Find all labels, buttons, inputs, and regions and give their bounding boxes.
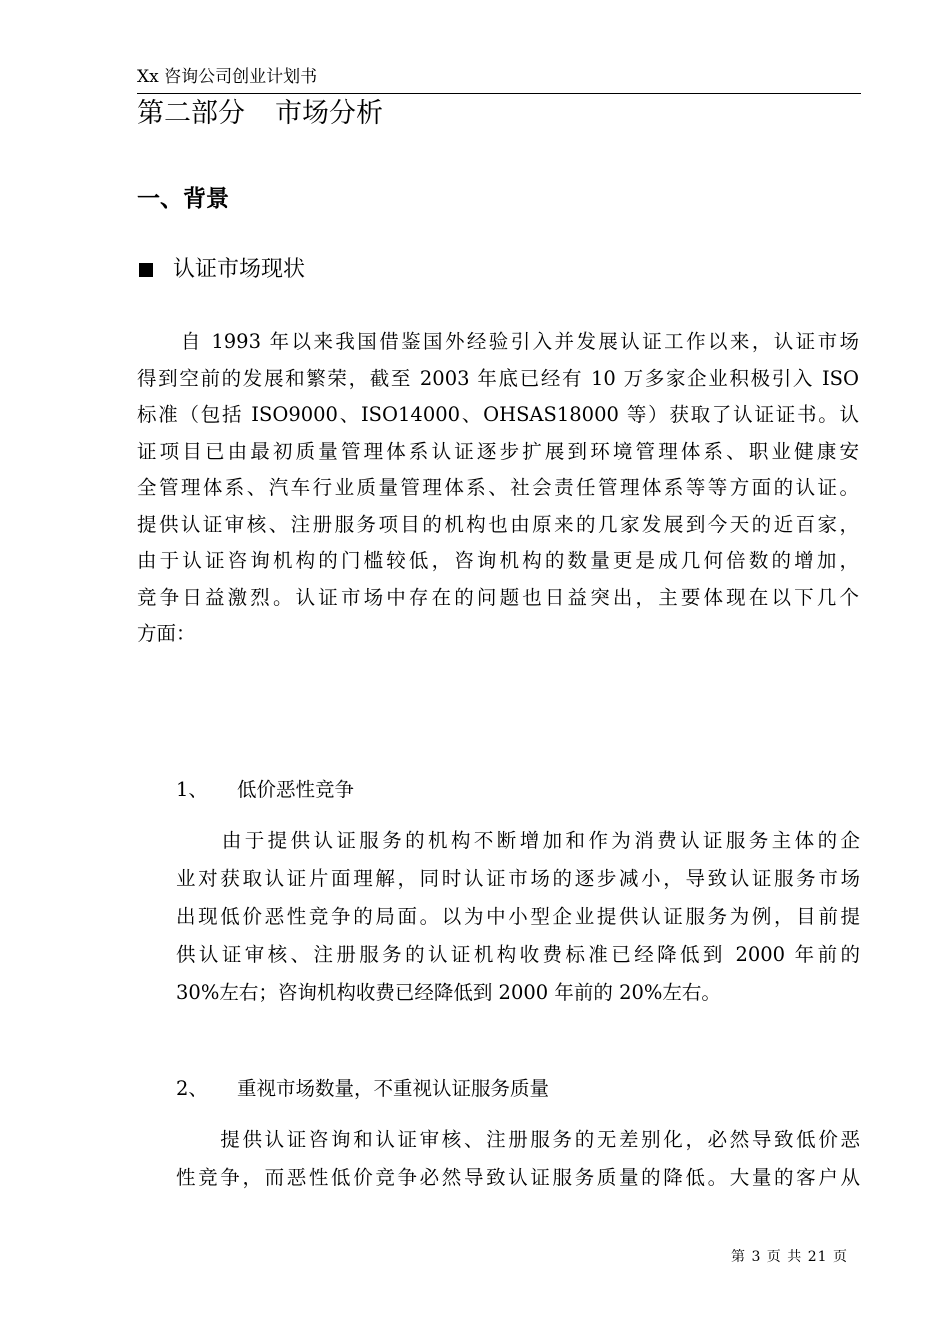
list-item-title: 重视市场数量，不重视认证服务质量 [237,1077,550,1100]
paragraph-line: 标准（包括 ISO9000、ISO14000、OHSAS18000 等）获取了认证证书。认 [137,403,859,426]
list-item-paragraph [176,822,860,1012]
part-number: 第二部分 [137,98,245,129]
paragraph-line: 业对获取认证片面理解，同时认证市场的逐步减小，导致认证服务市场 [176,867,860,890]
section-title: 一、背景 [137,186,229,212]
paragraph-line: 30%左右；咨询机构收费已经降低到 2000 年前的 20%左右。 [176,981,721,1004]
square-bullet-icon [139,263,153,277]
list-item-title: 低价恶性竞争 [237,778,355,801]
paragraph-line: 全管理体系、汽车行业质量管理体系、社会责任管理体系等等方面的认证。 [137,476,859,499]
page-number-footer: 第 3 页 共 21 页 [731,1249,848,1265]
paragraph-line: 证项目已由最初质量管理体系认证逐步扩展到环境管理体系、职业健康安 [137,439,859,463]
part-title [137,97,383,131]
intro-paragraph [137,324,859,653]
paragraph-line: 竞争日益激烈。认证市场中存在的问题也日益突出，主要体现在以下几个 [137,585,859,609]
subsection-title-text: 认证市场现状 [173,257,306,282]
running-header: Xx 咨询公司创业计划书 [137,67,318,87]
paragraph-line: 供认证审核、注册服务的认证机构收费标准已经降低到 2000 年前的 [176,943,860,966]
paragraph-line: 方面： [137,622,196,645]
paragraph-line: 自 1993 年以来我国借鉴国外经验引入并发展认证工作以来，认证市场 [137,330,859,353]
list-item-heading [176,775,354,805]
paragraph-line: 得到空前的发展和繁荣，截至 2003 年底已经有 10 万多家企业积极引入 ISO [137,366,859,390]
list-item-number: 2、 [176,1077,208,1100]
paragraph-line: 由于提供认证服务的机构不断增加和作为消费认证服务主体的企 [176,829,860,852]
paragraph-line: 提供认证审核、注册服务项目的机构也由原来的几家发展到今天的近百家， [137,512,859,536]
subsection-title [137,255,305,285]
paragraph-line: 由于认证咨询机构的门槛较低，咨询机构的数量更是成几何倍数的增加， [137,549,859,572]
paragraph-line: 出现低价恶性竞争的局面。以为中小型企业提供认证服务为例，目前提 [176,905,860,928]
part-name: 市场分析 [275,98,383,129]
list-item-number: 1、 [176,778,208,801]
list-item-heading [176,1074,549,1104]
paragraph-line: 性竞争，而恶性低价竞争必然导致认证服务质量的降低。大量的客户从 [176,1166,860,1189]
header-rule [137,93,861,94]
paragraph-line: 提供认证咨询和认证审核、注册服务的无差别化，必然导致低价恶 [176,1128,860,1151]
list-item-paragraph [176,1121,860,1197]
